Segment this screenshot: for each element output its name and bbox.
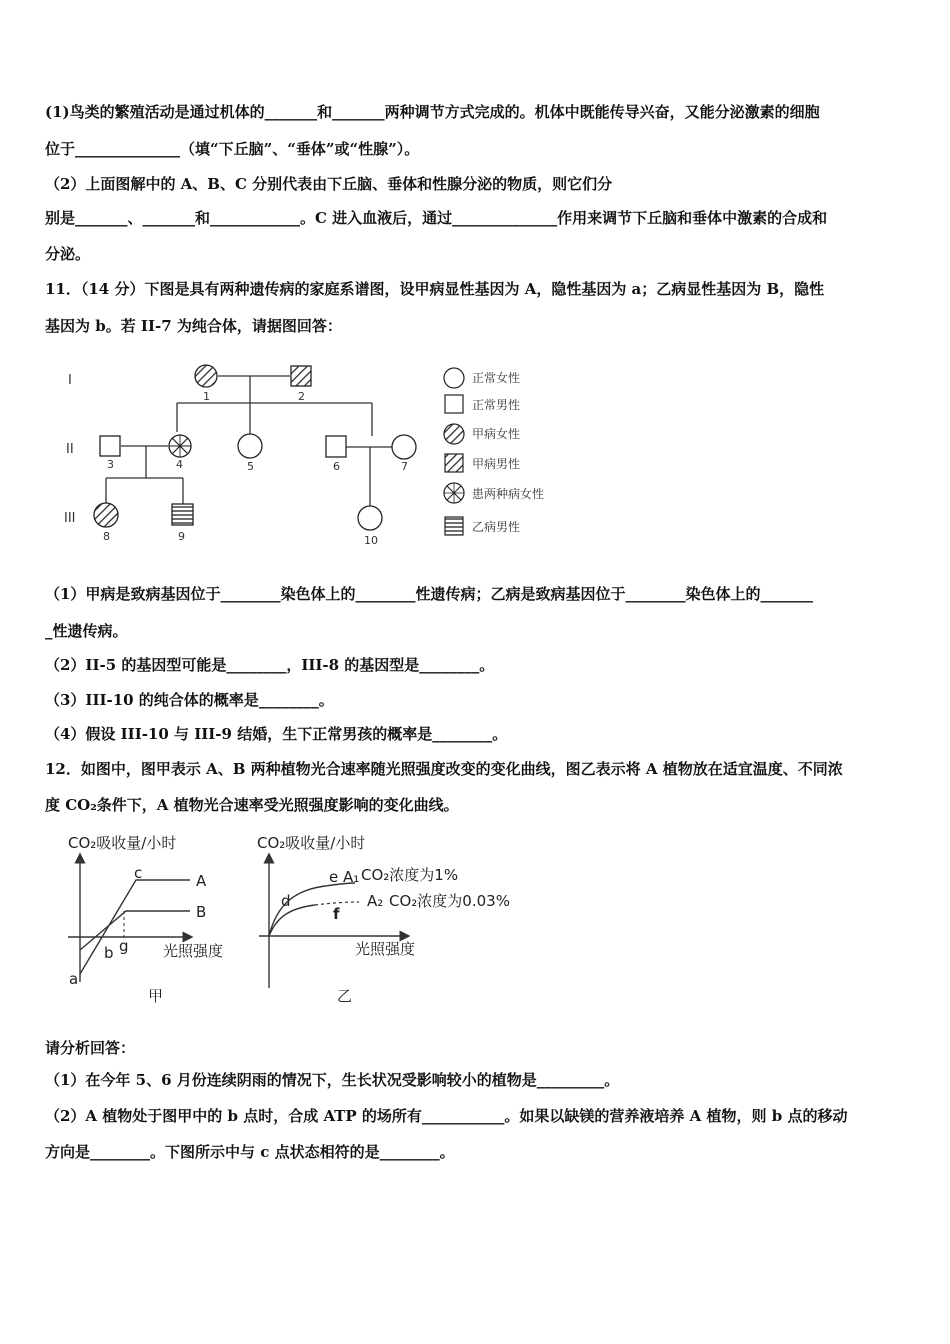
graph-yi-point-d: d — [281, 892, 291, 910]
graph-yi-note-1pct: CO₂浓度为1% — [361, 866, 459, 884]
q10-1-line2: 位于______________（填“下丘脑”、“垂体”或“性腺”）。 — [45, 140, 420, 158]
q11-4: （4）假设 III-10 与 III-9 结婚，生下正常男孩的概率是________。 — [45, 725, 508, 743]
legend-normal-female: 正常女性 — [472, 371, 521, 385]
pedigree-II-3 — [100, 436, 120, 456]
q10-1-line1: (1)鸟类的繁殖活动是通过机体的_______和_______两种调节方式完成的。机体中既能传导兴奋，又能分泌激素的细胞 — [45, 103, 820, 121]
pedigree-II-4 — [169, 435, 191, 457]
q11-2: （2）II-5 的基因型可能是________，III-8 的基因型是________。 — [45, 656, 495, 674]
legend-disease-a-male: 甲病男性 — [472, 457, 521, 471]
legend-disease-b-male-symbol — [445, 517, 463, 535]
legend-both-diseases-female: 患两种病女性 — [472, 487, 545, 501]
pedigree-number-8: 8 — [103, 530, 110, 543]
pedigree-III-10 — [358, 506, 382, 530]
graph-yi-xlabel: 光照强度 — [355, 940, 416, 958]
graph-yi-point-e: e — [329, 868, 339, 886]
pedigree-number-5: 5 — [247, 460, 254, 473]
pedigree-III-9 — [172, 504, 193, 525]
pedigree-I-1 — [195, 365, 217, 387]
pedigree-number-4: 4 — [176, 458, 183, 471]
pedigree-chart — [60, 358, 580, 553]
q10-2-line1: （2）上面图解中的 A、B、C 分别代表由下丘脑、垂体和性腺分泌的物质，则它们分 — [45, 175, 613, 193]
graph-yi-caption: 乙 — [337, 987, 353, 1005]
q12-stem-line2: 度 CO₂条件下，A 植物光合速率受光照强度影响的变化曲线。 — [45, 796, 459, 814]
graph-yi-curve-a2 — [269, 905, 315, 936]
graph-jia — [60, 828, 250, 1010]
legend-normal-male-symbol — [445, 395, 463, 413]
pedigree-number-7: 7 — [401, 460, 408, 473]
generation-label-III: III — [64, 511, 76, 526]
pedigree-number-3: 3 — [107, 458, 114, 471]
graph-yi-label-a1: A₁ — [343, 868, 360, 886]
pedigree-number-9: 9 — [178, 530, 185, 543]
pedigree-II-5 — [238, 434, 262, 458]
legend-normal-female-symbol — [444, 368, 464, 388]
pedigree-II-6 — [326, 436, 346, 457]
q11-3: （3）III-10 的纯合体的概率是________。 — [45, 691, 334, 709]
legend-disease-b-male: 乙病男性 — [472, 520, 521, 534]
graph-jia-point-b: b — [104, 944, 114, 962]
graph-yi-label-a2: A₂ — [367, 892, 384, 910]
q12-2-line2: 方向是________。下图所示中与 c 点状态相符的是________。 — [45, 1143, 455, 1161]
graph-jia-label-A: A — [196, 872, 207, 890]
pedigree-legend — [444, 368, 544, 535]
generation-label-I: I — [68, 373, 72, 388]
q12-1: （1）在今年 5、6 月份连续阴雨的情况下，生长状况受影响较小的植物是_________。 — [45, 1071, 620, 1089]
graph-yi-ylabel: CO₂吸收量/小时 — [257, 834, 366, 852]
q10-2-line2: 别是_______、_______和____________。C 进入血液后，通过______________作用来调节下丘脑和垂体中激素的合成和 — [45, 209, 828, 227]
pedigree-number-6: 6 — [333, 460, 340, 473]
legend-disease-a-male-symbol — [445, 454, 463, 472]
pedigree-III-8 — [94, 503, 118, 527]
pedigree-number-2: 2 — [298, 390, 305, 403]
q11-stem-line1: 11．（14 分）下图是具有两种遗传病的家庭系谱图，设甲病显性基因为 A，隐性基因为 a；乙病显性基因为 B，隐性 — [45, 280, 825, 298]
legend-disease-a-female: 甲病女性 — [472, 427, 521, 441]
graph-yi — [255, 828, 545, 1010]
q12-prompt: 请分析回答： — [45, 1039, 136, 1057]
pedigree-II-7 — [392, 435, 416, 459]
q12-2-line1: （2）A 植物处于图甲中的 b 点时，合成 ATP 的场所有___________。如果以缺镁的营养液培养 A 植物，则 b 点的移动 — [45, 1107, 848, 1125]
graph-jia-label-B: B — [196, 903, 207, 921]
pedigree-number-10: 10 — [364, 534, 378, 547]
legend-disease-a-female-symbol — [444, 424, 464, 444]
graph-jia-point-g: g — [119, 937, 129, 955]
graph-jia-xlabel: 光照强度 — [163, 942, 224, 960]
graph-yi-note-003pct: CO₂浓度为0.03% — [389, 892, 510, 910]
graph-jia-caption: 甲 — [148, 987, 164, 1005]
legend-normal-male: 正常男性 — [472, 398, 521, 412]
q12-stem-line1: 12．如图中，图甲表示 A、B 两种植物光合速率随光照强度改变的变化曲线，图乙表示将 A 植物放在适宜温度、不同浓 — [45, 760, 843, 778]
q11-stem-line2: 基因为 b。若 II-7 为纯合体，请据图回答： — [45, 317, 342, 335]
q10-2-line3: 分泌。 — [45, 245, 91, 263]
graph-jia-point-c: c — [134, 864, 143, 882]
pedigree-I-2 — [291, 366, 311, 386]
graph-jia-ylabel: CO₂吸收量/小时 — [68, 834, 177, 852]
generation-label-II: II — [66, 442, 74, 457]
q11-1-line2: _性遗传病。 — [45, 622, 128, 640]
graph-yi-point-f: f — [333, 905, 340, 923]
pedigree-number-1: 1 — [203, 390, 210, 403]
q11-1-line1: （1）甲病是致病基因位于________染色体上的________性遗传病；乙病是致病基因位于________染色体上的_______ — [45, 585, 813, 603]
graph-jia-point-a: a — [69, 970, 79, 988]
legend-both-diseases-female-symbol — [444, 483, 464, 503]
